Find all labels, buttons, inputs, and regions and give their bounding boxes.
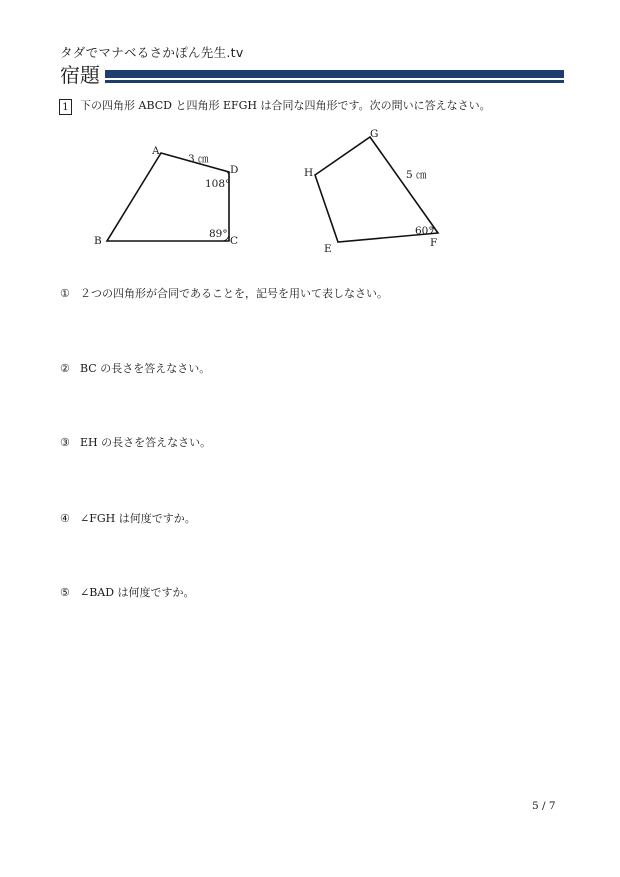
site-name: タダでマナベるさかぽん先生.tv [60, 45, 244, 60]
page-number: 5 / 7 [532, 800, 556, 812]
vertex-a-label: A [152, 145, 160, 157]
vertex-e-label: E [324, 243, 332, 255]
vertex-f-label: F [430, 237, 438, 249]
side-ad-length: 3 ㎝ [188, 153, 209, 165]
sub-question-5 [60, 586, 195, 600]
sub-question-text: EH の長さを答えなさい。 [80, 436, 212, 449]
sub-question-mark: ③ [60, 436, 70, 449]
sub-question-mark: ④ [60, 512, 70, 525]
question-text: 下の四角形 ABCD と四角形 EFGH は合同な四角形です。次の問いに答えなさい。 [80, 99, 491, 112]
question-number-box: 1 [59, 99, 72, 115]
sub-question-text: ∠FGH は何度ですか。 [80, 512, 196, 525]
sub-question-text: ∠BAD は何度ですか。 [80, 586, 195, 599]
vertex-b-label: B [94, 235, 102, 247]
sub-question-text: BC の長さを答えなさい。 [80, 362, 211, 375]
vertex-d-label: D [230, 164, 239, 176]
sub-question-2 [60, 362, 210, 376]
sub-question-mark: ⑤ [60, 586, 70, 599]
sub-question-mark: ② [60, 362, 70, 375]
sub-question-4 [60, 512, 196, 526]
quadrilateral-figure [0, 0, 620, 300]
angle-d-value: 108° [205, 178, 231, 190]
sub-question-3 [60, 436, 211, 450]
vertex-g-label: G [370, 128, 379, 140]
side-gf-length: 5 ㎝ [406, 169, 427, 181]
section-title: 宿題 [60, 63, 100, 87]
sub-question-1 [60, 287, 388, 301]
sub-question-text: ２つの四角形が合同であることを，記号を用いて表しなさい。 [80, 287, 388, 300]
angle-f-value: 60° [415, 225, 434, 237]
vertex-c-label: C [230, 235, 239, 247]
angle-c-value: 89° [209, 228, 228, 240]
sub-question-mark: ① [60, 287, 70, 300]
vertex-h-label: H [304, 167, 314, 179]
